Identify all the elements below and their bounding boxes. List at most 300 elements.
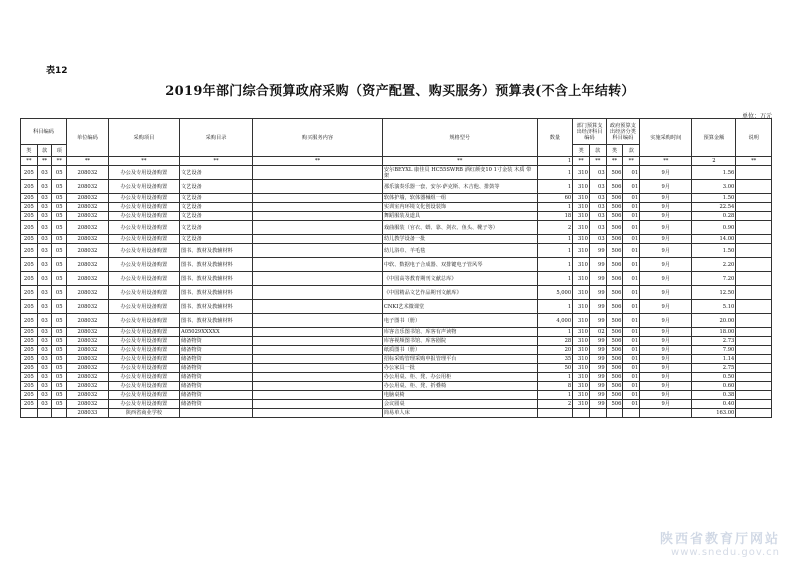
cell-service (253, 346, 383, 355)
cell-spec: 中软、数据电子合成器、双排键电子管风琴 (382, 258, 537, 272)
cell-unit: 208032 (67, 258, 109, 272)
cell-spec: CNKI艺术微课堂 (382, 300, 537, 314)
cell-g2: 01 (623, 373, 640, 382)
table-row (21, 300, 772, 314)
table-row (21, 272, 772, 286)
cell-amount: 14.00 (692, 235, 736, 244)
cell-spec: 实训室内环境文化创设装饰 (382, 203, 537, 212)
cell-e1: 310 (573, 355, 590, 364)
cell-catalog: 图书、教材及教辅材料 (179, 258, 252, 272)
unit-label: 单位：万元 (741, 113, 772, 120)
cell-catalog: 图书、教材及教辅材料 (179, 272, 252, 286)
table-row (21, 235, 772, 244)
cell-item: 办公及专用设备购置 (108, 244, 179, 258)
cell-e2: 99 (589, 391, 606, 400)
cell-amount: 18.00 (692, 328, 736, 337)
header-lei: 类 (21, 145, 38, 157)
cell-catalog: 储备物资 (179, 373, 252, 382)
cell-time: 9月 (640, 364, 692, 373)
marker-cell: ** (589, 157, 606, 166)
cell-time: 9月 (640, 382, 692, 391)
table-row (21, 244, 772, 258)
cell-xiang: 05 (52, 400, 67, 409)
table-row (21, 391, 772, 400)
cell-catalog: 文艺设备 (179, 180, 252, 194)
cell-catalog: 图书、教材及教辅材料 (179, 300, 252, 314)
cell-qty: 18 (537, 212, 573, 221)
cell-amount: 0.38 (692, 391, 736, 400)
cell-time: 9月 (640, 400, 692, 409)
cell-service (253, 400, 383, 409)
cell-qty: 1 (537, 258, 573, 272)
cell-qty: 1 (537, 244, 573, 258)
table-row (21, 203, 772, 212)
cell-note (736, 258, 772, 272)
cell-time: 9月 (640, 286, 692, 300)
header-service: 购买服务内容 (253, 119, 383, 157)
cell-kuan: 03 (37, 272, 52, 286)
sheet-label: 表12 (46, 66, 68, 76)
cell-amount: 22.54 (692, 203, 736, 212)
cell-qty: 2 (537, 400, 573, 409)
cell-service (253, 300, 383, 314)
cell-item: 办公及专用设备购置 (108, 355, 179, 364)
cell-xiang: 05 (52, 337, 67, 346)
cell-time: 9月 (640, 328, 692, 337)
cell-catalog (179, 409, 252, 418)
cell-kuan: 03 (37, 212, 52, 221)
cell-catalog: 储备物资 (179, 382, 252, 391)
cell-unit: 208032 (67, 235, 109, 244)
cell-unit: 208032 (67, 382, 109, 391)
cell-xiang: 05 (52, 166, 67, 180)
cell-amount: 1.56 (692, 166, 736, 180)
table-row (21, 373, 772, 382)
cell-unit: 208032 (67, 328, 109, 337)
cell-spec: 舞蹈服装及道具 (382, 212, 537, 221)
cell-g1: 506 (606, 194, 623, 203)
cell-spec: 库客视频图书馆、库客剧院 (382, 337, 537, 346)
marker-cell: ** (67, 157, 109, 166)
marker-cell: ** (606, 157, 623, 166)
cell-time: 9月 (640, 258, 692, 272)
cell-kuan: 03 (37, 258, 52, 272)
cell-e2: 03 (589, 221, 606, 235)
cell-e1: 310 (573, 346, 590, 355)
marker-cell: ** (253, 157, 383, 166)
cell-item: 办公及专用设备购置 (108, 364, 179, 373)
cell-service (253, 166, 383, 180)
cell-item: 办公及专用设备购置 (108, 373, 179, 382)
cell-spec: 戏曲服装（官衣、蟒、靠、剑衣、鱼头、靴子等） (382, 221, 537, 235)
cell-g1: 506 (606, 382, 623, 391)
cell-spec: 电脑桌椅 (382, 391, 537, 400)
cell-e1: 310 (573, 364, 590, 373)
marker-cell: ** (21, 157, 38, 166)
cell-g1: 506 (606, 235, 623, 244)
cell-xiang: 05 (52, 382, 67, 391)
cell-lei: 205 (21, 235, 38, 244)
cell-amount: 0.50 (692, 373, 736, 382)
cell-e2: 03 (589, 180, 606, 194)
marker-row (21, 157, 772, 166)
header-time: 实施采购时间 (640, 119, 692, 157)
cell-g2: 01 (623, 180, 640, 194)
table-row (21, 166, 772, 180)
cell-xiang: 05 (52, 180, 67, 194)
cell-lei: 205 (21, 203, 38, 212)
cell-g2: 01 (623, 355, 640, 364)
marker-cell: ** (640, 157, 692, 166)
cell-xiang: 05 (52, 221, 67, 235)
cell-amount: 0.40 (692, 400, 736, 409)
cell-spec: 电子图书（册） (382, 314, 537, 328)
cell-unit: 208032 (67, 180, 109, 194)
cell-qty: 8 (537, 382, 573, 391)
cell-spec: 《中国高等教育期刊文献总库》 (382, 272, 537, 286)
cell-g1: 506 (606, 166, 623, 180)
table-row (21, 258, 772, 272)
table-row (21, 314, 772, 328)
cell-g1 (606, 409, 623, 418)
cell-time: 9月 (640, 373, 692, 382)
cell-e2: 99 (589, 244, 606, 258)
cell-spec: 幼儿浴巾、羊毛毯 (382, 244, 537, 258)
cell-item: 办公及专用设备购置 (108, 212, 179, 221)
cell-note (736, 355, 772, 364)
cell-g1: 506 (606, 180, 623, 194)
cell-lei: 205 (21, 286, 38, 300)
cell-e1: 310 (573, 244, 590, 258)
cell-g2: 01 (623, 382, 640, 391)
cell-e1: 310 (573, 391, 590, 400)
cell-amount: 163.00 (692, 409, 736, 418)
cell-amount: 2.73 (692, 337, 736, 346)
cell-e2: 99 (589, 355, 606, 364)
cell-kuan: 03 (37, 221, 52, 235)
table-row (21, 337, 772, 346)
cell-qty: 1 (537, 166, 573, 180)
cell-g1: 506 (606, 346, 623, 355)
header-econ-lei: 类 (573, 145, 590, 157)
cell-qty: 1 (537, 180, 573, 194)
header-econ-code: 部门预算支出经济科目编码 (573, 119, 606, 145)
cell-qty (537, 409, 573, 418)
cell-service (253, 194, 383, 203)
cell-g2: 01 (623, 314, 640, 328)
cell-item: 办公及专用设备购置 (108, 382, 179, 391)
watermark-url: www.snedu.gov.cn (671, 547, 780, 558)
cell-lei: 205 (21, 272, 38, 286)
table-row (21, 221, 772, 235)
cell-g2: 01 (623, 194, 640, 203)
cell-item: 办公及专用设备购置 (108, 180, 179, 194)
cell-note (736, 382, 772, 391)
cell-lei: 205 (21, 337, 38, 346)
table-row (21, 364, 772, 373)
cell-kuan: 03 (37, 235, 52, 244)
marker-cell: ** (623, 157, 640, 166)
cell-g1: 506 (606, 400, 623, 409)
cell-unit: 208032 (67, 286, 109, 300)
cell-catalog: 图书、教材及教辅材料 (179, 244, 252, 258)
cell-time: 9月 (640, 244, 692, 258)
cell-time: 9月 (640, 180, 692, 194)
cell-catalog: 文艺设备 (179, 166, 252, 180)
cell-note (736, 364, 772, 373)
cell-kuan: 03 (37, 400, 52, 409)
cell-kuan: 03 (37, 314, 52, 328)
watermark-logo: 陕西省教育厅网站 (659, 532, 780, 547)
cell-xiang: 05 (52, 373, 67, 382)
cell-g1: 506 (606, 258, 623, 272)
cell-lei: 205 (21, 194, 38, 203)
cell-service (253, 212, 383, 221)
cell-qty: 5,000 (537, 286, 573, 300)
cell-g1: 506 (606, 355, 623, 364)
cell-service (253, 382, 383, 391)
header-qty: 数量 (537, 119, 573, 157)
cell-item: 办公及专用设备购置 (108, 300, 179, 314)
cell-kuan: 03 (37, 328, 52, 337)
cell-note (736, 314, 772, 328)
cell-g2: 01 (623, 346, 640, 355)
cell-kuan: 03 (37, 373, 52, 382)
cell-kuan: 03 (37, 355, 52, 364)
cell-kuan: 03 (37, 244, 52, 258)
cell-xiang: 05 (52, 272, 67, 286)
header-unit-code: 单位编码 (67, 119, 109, 157)
cell-catalog: 图书、教材及教辅材料 (179, 286, 252, 300)
cell-unit: 208032 (67, 346, 109, 355)
cell-item: 办公及专用设备购置 (108, 258, 179, 272)
cell-service (253, 286, 383, 300)
cell-kuan: 03 (37, 300, 52, 314)
cell-qty: 1 (537, 328, 573, 337)
cell-lei: 205 (21, 382, 38, 391)
cell-amount: 7.20 (692, 272, 736, 286)
cell-e1: 310 (573, 166, 590, 180)
cell-service (253, 235, 383, 244)
cell-time: 9月 (640, 337, 692, 346)
cell-e2: 03 (589, 166, 606, 180)
cell-spec: 会议圆桌 (382, 400, 537, 409)
cell-e1: 310 (573, 180, 590, 194)
cell-xiang: 05 (52, 391, 67, 400)
cell-note (736, 194, 772, 203)
cell-time: 9月 (640, 346, 692, 355)
marker-cell: 2 (692, 157, 736, 166)
cell-unit: 208032 (67, 337, 109, 346)
cell-g2: 01 (623, 235, 640, 244)
header-item: 采购项目 (108, 119, 179, 157)
cell-time (640, 409, 692, 418)
page-title: 2019年部门综合预算政府采购（资产配置、购买服务）预算表(不含上年结转） (165, 84, 635, 99)
cell-e2: 99 (589, 286, 606, 300)
cell-catalog: 储备物资 (179, 346, 252, 355)
cell-g2: 01 (623, 272, 640, 286)
cell-note (736, 244, 772, 258)
cell-service (253, 364, 383, 373)
cell-note (736, 373, 772, 382)
cell-time: 9月 (640, 212, 692, 221)
cell-time: 9月 (640, 203, 692, 212)
cell-catalog: 文艺设备 (179, 194, 252, 203)
cell-xiang: 05 (52, 328, 67, 337)
table-row (21, 180, 772, 194)
cell-g1: 506 (606, 300, 623, 314)
cell-service (253, 391, 383, 400)
cell-g2: 01 (623, 244, 640, 258)
cell-spec: 软体护墙，软体器械组一组 (382, 194, 537, 203)
cell-lei: 205 (21, 166, 38, 180)
cell-qty: 35 (537, 355, 573, 364)
marker-cell: 1 (537, 157, 573, 166)
cell-g2: 01 (623, 337, 640, 346)
cell-e2: 02 (589, 328, 606, 337)
cell-unit: 208032 (67, 391, 109, 400)
cell-note (736, 180, 772, 194)
marker-cell: ** (37, 157, 52, 166)
cell-item: 办公及专用设备购置 (108, 286, 179, 300)
cell-lei: 205 (21, 300, 38, 314)
cell-g2: 01 (623, 212, 640, 221)
cell-kuan: 03 (37, 166, 52, 180)
table-row (21, 355, 772, 364)
cell-xiang: 05 (52, 314, 67, 328)
cell-g2: 01 (623, 300, 640, 314)
cell-g2: 01 (623, 364, 640, 373)
table-row (21, 409, 772, 418)
cell-e2: 99 (589, 373, 606, 382)
cell-g1: 506 (606, 286, 623, 300)
cell-catalog: 储备物资 (179, 355, 252, 364)
cell-amount: 1.14 (692, 355, 736, 364)
header-amount: 预算金额 (692, 119, 736, 157)
cell-lei: 205 (21, 180, 38, 194)
cell-time: 9月 (640, 235, 692, 244)
cell-g2: 01 (623, 258, 640, 272)
cell-catalog: 储备物资 (179, 337, 252, 346)
cell-xiang: 05 (52, 203, 67, 212)
cell-catalog: 文艺设备 (179, 212, 252, 221)
cell-kuan: 03 (37, 346, 52, 355)
cell-g1: 506 (606, 212, 623, 221)
cell-e1: 310 (573, 314, 590, 328)
cell-qty: 2 (537, 221, 573, 235)
cell-time: 9月 (640, 314, 692, 328)
cell-lei: 205 (21, 364, 38, 373)
cell-note (736, 272, 772, 286)
header-subject-code: 科目编码 (21, 119, 67, 145)
cell-kuan: 03 (37, 391, 52, 400)
cell-item: 办公及专用设备购置 (108, 203, 179, 212)
cell-qty: 1 (537, 272, 573, 286)
cell-service (253, 355, 383, 364)
header-xiang: 项 (52, 145, 67, 157)
cell-qty: 4,000 (537, 314, 573, 328)
cell-xiang: 05 (52, 212, 67, 221)
cell-unit: 208033 (67, 409, 109, 418)
cell-e1: 310 (573, 194, 590, 203)
cell-xiang: 05 (52, 346, 67, 355)
cell-time: 9月 (640, 300, 692, 314)
cell-unit: 208032 (67, 244, 109, 258)
cell-note (736, 328, 772, 337)
cell-amount: 0.28 (692, 212, 736, 221)
cell-e2: 99 (589, 364, 606, 373)
marker-cell: ** (736, 157, 772, 166)
cell-unit: 208032 (67, 221, 109, 235)
cell-g2: 01 (623, 166, 640, 180)
header-note: 说明 (736, 119, 772, 157)
cell-e1: 310 (573, 221, 590, 235)
cell-kuan: 03 (37, 203, 52, 212)
header-spec: 规格型号 (382, 119, 537, 157)
cell-service (253, 328, 383, 337)
table-row (21, 194, 772, 203)
cell-time: 9月 (640, 194, 692, 203)
cell-g1: 506 (606, 272, 623, 286)
table-row (21, 346, 772, 355)
cell-spec: 《中国精品文艺作品期刊文献库》 (382, 286, 537, 300)
table-row (21, 400, 772, 409)
cell-xiang (52, 409, 67, 418)
cell-e2: 03 (589, 203, 606, 212)
budget-table (20, 118, 772, 418)
cell-kuan: 03 (37, 364, 52, 373)
cell-lei: 205 (21, 355, 38, 364)
cell-spec: 纸质图书（册） (382, 346, 537, 355)
cell-time: 9月 (640, 355, 692, 364)
cell-lei: 205 (21, 373, 38, 382)
cell-g2: 01 (623, 203, 640, 212)
cell-item: 办公及专用设备购置 (108, 391, 179, 400)
cell-g2: 01 (623, 400, 640, 409)
cell-spec: 办公用桌、柜、凳、折叠椅 (382, 382, 537, 391)
cell-e1: 310 (573, 286, 590, 300)
cell-kuan (37, 409, 52, 418)
cell-e1: 310 (573, 212, 590, 221)
cell-qty: 28 (537, 337, 573, 346)
cell-e2: 99 (589, 272, 606, 286)
cell-amount: 1.50 (692, 194, 736, 203)
cell-note (736, 286, 772, 300)
cell-kuan: 03 (37, 337, 52, 346)
marker-cell: ** (52, 157, 67, 166)
cell-g2: 01 (623, 391, 640, 400)
cell-e2: 03 (589, 235, 606, 244)
cell-note (736, 221, 772, 235)
marker-cell: ** (179, 157, 252, 166)
cell-amount: 1.50 (692, 244, 736, 258)
cell-spec: 简易单人床 (382, 409, 537, 418)
cell-xiang: 05 (52, 300, 67, 314)
cell-lei: 205 (21, 391, 38, 400)
marker-cell: ** (573, 157, 590, 166)
cell-lei: 205 (21, 258, 38, 272)
cell-e2: 99 (589, 314, 606, 328)
cell-e2: 99 (589, 400, 606, 409)
cell-xiang: 05 (52, 258, 67, 272)
cell-amount: 0.60 (692, 382, 736, 391)
cell-item: 办公及专用设备购置 (108, 346, 179, 355)
cell-note (736, 212, 772, 221)
cell-g1: 506 (606, 364, 623, 373)
cell-lei: 205 (21, 212, 38, 221)
cell-lei: 205 (21, 221, 38, 235)
cell-xiang: 05 (52, 286, 67, 300)
